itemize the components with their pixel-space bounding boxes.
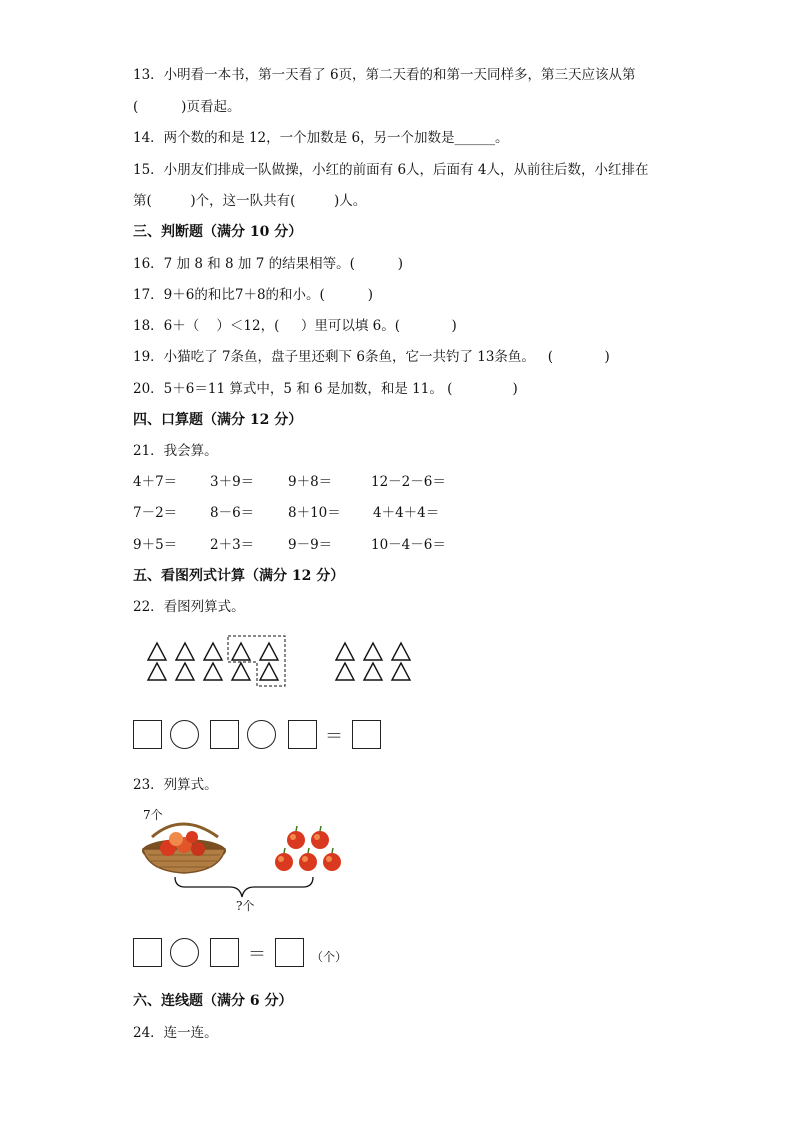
q16-text: 16．7 加 8 和 8 加 7 的结果相等。( ) [133, 256, 404, 272]
operator-circle[interactable] [170, 938, 199, 967]
q15-line2: 第( )个，这一队共有( )人。 [133, 193, 367, 209]
triangle [148, 663, 166, 680]
calc-r1-c1: 4＋7＝ [133, 474, 178, 490]
curly-brace [175, 877, 313, 897]
triangle [232, 643, 250, 660]
triangle [260, 643, 278, 660]
q23-text: 23．列算式。 [133, 777, 218, 793]
apple-icon [323, 848, 341, 871]
apple-icon [311, 826, 329, 849]
result-box[interactable] [275, 938, 304, 967]
answer-box[interactable] [288, 720, 317, 749]
section3-title: 三、判断题（满分 10 分） [133, 224, 303, 240]
q18-text: 18．6＋（ ）＜12，( ）里可以填 6。( ) [133, 318, 457, 334]
q14-text: 14．两个数的和是 12，一个加数是 6，另一个加数是______。 [133, 130, 509, 146]
calc-r1-c4: 12－2－6＝ [371, 474, 446, 490]
calc-r3-c1: 9＋5＝ [133, 537, 178, 553]
answer-box[interactable] [133, 720, 162, 749]
answer-box[interactable] [210, 720, 239, 749]
triangle [204, 643, 222, 660]
apple-icon [275, 848, 293, 871]
triangle [232, 663, 250, 680]
calc-r2-c4: 4＋4＋4＝ [373, 505, 440, 521]
q15-line1: 15．小朋友们排成一队做操，小红的前面有 6人，后面有 4人，从前往后数，小红排在 [133, 162, 649, 178]
triangle [148, 643, 166, 660]
q13-line2: ( )页看起。 [133, 99, 241, 115]
calc-r2-c2: 8－6＝ [210, 505, 255, 521]
triangle-group-right [336, 643, 410, 680]
apple-group [275, 826, 341, 871]
triangle [336, 663, 354, 680]
calc-r3-c3: 9－9＝ [288, 537, 333, 553]
basket-count-label: 7个 [143, 808, 163, 822]
section4-title: 四、口算题（满分 12 分） [133, 412, 303, 428]
calc-r1-c3: 9＋8＝ [288, 474, 333, 490]
q24-text: 24．连一连。 [133, 1025, 218, 1041]
basket-icon [142, 824, 226, 873]
q22-text: 22．看图列算式。 [133, 599, 245, 615]
answer-box[interactable] [133, 938, 162, 967]
operator-circle[interactable] [247, 720, 276, 749]
triangle [364, 643, 382, 660]
operator-circle[interactable] [170, 720, 199, 749]
triangle [176, 663, 194, 680]
triangles-figure [140, 632, 440, 692]
q17-text: 17．9＋6的和比7＋8的和小。( ) [133, 287, 373, 303]
total-unknown-label: ?个 [236, 899, 255, 913]
triangle-group-left [148, 643, 278, 680]
section6-title: 六、连线题（满分 6 分） [133, 993, 293, 1009]
triangle [392, 663, 410, 680]
q21-text: 21．我会算。 [133, 443, 218, 459]
apple-icon [287, 826, 305, 849]
q13-line1: 13．小明看一本书，第一天看了 6页，第二天看的和第一天同样多，第三天应该从第 [133, 67, 636, 83]
unit-label: （个） [311, 950, 348, 964]
q19-text: 19．小猫吃了 7条鱼，盘子里还剩下 6条鱼，它一共钓了 13条鱼。 ( ) [133, 349, 610, 365]
equals-sign: ＝ [248, 944, 266, 965]
calc-r2-c1: 7－2＝ [133, 505, 178, 521]
triangle [204, 663, 222, 680]
calc-r2-c3: 8＋10＝ [288, 505, 341, 521]
result-box[interactable] [352, 720, 381, 749]
section5-title: 五、看图列式计算（满分 12 分） [133, 568, 345, 584]
triangle [260, 663, 278, 680]
triangle [364, 663, 382, 680]
answer-box[interactable] [210, 938, 239, 967]
calc-r1-c2: 3＋9＝ [210, 474, 255, 490]
calc-r3-c4: 10－4－6＝ [371, 537, 446, 553]
triangle [392, 643, 410, 660]
triangle [176, 643, 194, 660]
apple-icon [299, 848, 317, 871]
q20-text: 20．5＋6＝11 算式中，5 和 6 是加数，和是 11。 ( ) [133, 381, 518, 397]
calc-r3-c2: 2＋3＝ [210, 537, 255, 553]
triangle [336, 643, 354, 660]
equals-sign: ＝ [325, 726, 343, 747]
